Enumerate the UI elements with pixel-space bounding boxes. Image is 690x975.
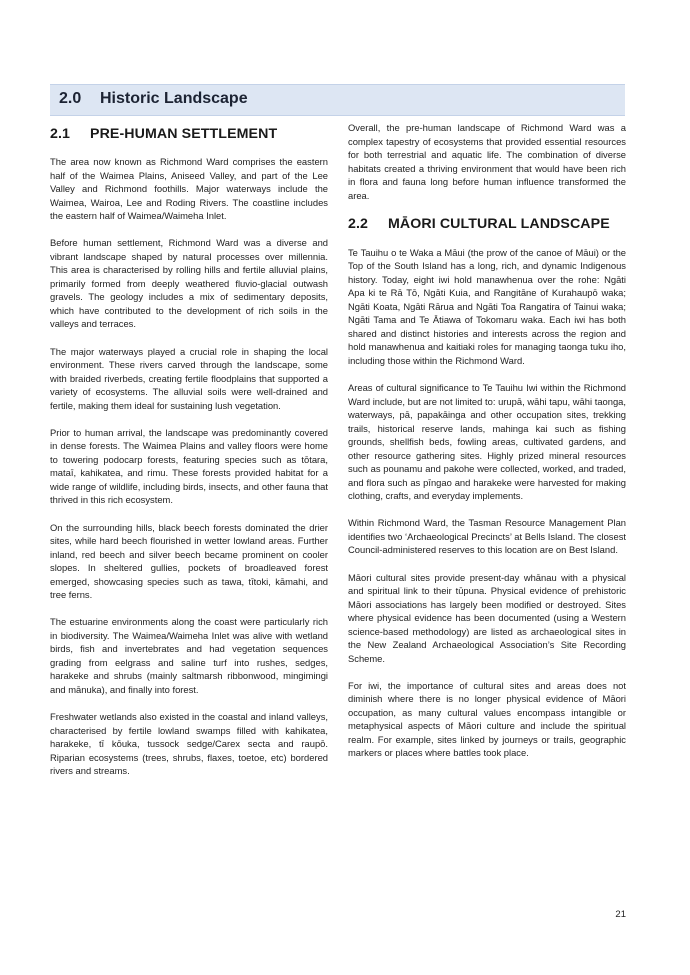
- heading-number: 2.1: [50, 126, 71, 142]
- paragraph: The estuarine environments along the coast were particularly rich in biodiversity. The Waimea/Waimeha Inlet was alive with wetland birds, fish and invertebrates and had vegetation sequences grading from eelgrass and saline turf into rushes, sedges, harakeke and shrubs (mainly saltmarsh ribbonwood, mingimingi and mānuka), and finally into forest.: [50, 616, 328, 695]
- paragraph: Before human settlement, Richmond Ward was a diverse and vibrant landscape shaped by natural processes over millennia. This area is characterised by rolling hills and fertile alluvial plains, primarily formed from deeply weathered fluvio-glacial outwash gravels. The geology includes a mix of sedimentary deposits, which have contributed to the development of rich soils in the valleys and terraces.: [50, 237, 328, 330]
- section-number: 2.0: [59, 90, 82, 107]
- heading-number: 2.2: [348, 215, 369, 232]
- left-column: [50, 122, 328, 792]
- paragraph: Freshwater wetlands also existed in the coastal and inland valleys, characterised by fertile lowland swamps filled with kahikatea, harakeke, tī kōuka, tussock sedge/Carex secta and raupō. Riparian ecosystems (trees, shrubs, flaxes, toetoe, etc) bordered rivers and streams.: [50, 711, 328, 777]
- right-column: [348, 121, 626, 774]
- paragraph: The area now known as Richmond Ward comprises the eastern half of the Waimea Plains, Aniseed Valley, and part of the Lee Valley and Richmond foothills. Major waterways include the Waimea, Wairoa, Lee and Roding Rivers. The coastline includes the eastern half of Waimea/Waimeha Inlet.: [50, 156, 328, 221]
- heading-pre-human-settlement: [50, 126, 328, 142]
- paragraph: Māori cultural sites provide present-day whānau with a physical and spiritual link to their tūpuna. Physical evidence of prehistoric Māori associations has largely been modified or destroyed. Sites where physical evidence has been documented (using a Western science-based methodology) are listed as archaeological sites in the New Zealand Archaeological Association’s Site Recording Scheme.: [348, 571, 626, 664]
- paragraph: On the surrounding hills, black beech forests dominated the drier sites, while hard beech flourished in wetter lowland areas. Further inland, red beech and silver beech became prominent on cooler slopes. In sheltered gullies, pockets of broadleaved forest emerged, showcasing species such as tawa, tītoki, kāmahi, and tree ferns.: [50, 521, 328, 601]
- page-number: 21: [615, 909, 626, 920]
- section-banner: [50, 84, 625, 116]
- heading-title: PRE-HUMAN SETTLEMENT: [90, 126, 278, 142]
- heading-title: MĀORI CULTURAL LANDSCAPE: [388, 215, 610, 232]
- section-title: Historic Landscape: [100, 90, 248, 107]
- paragraph: The major waterways played a crucial role in shaping the local environment. These rivers carved through the landscape, some with braided riverbeds, creating fertile floodplains that supported a variety of ecosystems. The alluvial soils were well-drained and fertile, making them ideal for sustaining lush vegetation.: [50, 345, 328, 411]
- paragraph: For iwi, the importance of cultural sites and areas does not diminish where there is no longer physical evidence of Māori occupation, as many cultural values encompass intangible or metaphysical aspects of Māori culture and include the spiritual realm. For example, sites linked by journeys or trails, geographic markers or places where battles took place.: [348, 679, 626, 759]
- paragraph: Areas of cultural significance to Te Tauihu Iwi within the Richmond Ward include, but are not limited to: urupā, wāhi tapu, wāhi taonga, waterways, pā, papakāinga and other occupation sites, trekking trails, historical reserve lands, mahinga kai such as fishing grounds, shellfish beds, fowling areas, cultivated gardens, and other resource gathering sites. Highly prized mineral resources such as pounamu and pakohe were collected, worked, and traded, and flora such as pīngao and harakeke were harvested for making clothing, crafts, and everyday implements.: [348, 382, 626, 502]
- paragraph: Prior to human arrival, the landscape was predominantly covered in dense forests. The Waimea Plains and valley floors were home to towering podocarp forests, featuring species such as tōtara, mataī, kahikatea, and rimu. These forests provided habitat for a wide range of wildlife, including birds, insects, and other fauna that thrived in this rich ecosystem.: [50, 426, 328, 506]
- heading-maori-cultural-landscape: [348, 216, 626, 232]
- paragraph: Within Richmond Ward, the Tasman Resource Management Plan identifies two ‘Archaeological Precincts’ at Bells Island. The closest Council-administered reserves to this location are on Best Island.: [348, 517, 626, 556]
- paragraph: Te Tauihu o te Waka a Māui (the prow of the canoe of Māui) or the Top of the South Island has a long, rich, and dynamic Indigenous history. Today, eight iwi hold manawhenua over the rohe: Ngāti Apa ki te Rā Tō, Ngāti Kuia, and Rangitāne of Kurahaupō waka; Ngāti Koata, Ngāti Rārua and Ngāti Toa Rangatira of Tainui waka; Ngāti Tama and Te Ātiawa of Tokomaru waka. Each iwi has both shared and distinct histories and interests across the region and hold manawhenua and kaitiaki roles for managing taonga tuku iho, including those within the Richmond Ward.: [348, 246, 626, 366]
- paragraph: Overall, the pre-human landscape of Richmond Ward was a complex tapestry of ecosystems that provided essential resources for both terrestrial and aquatic life. The combination of diverse habitats created a thriving environment that would have been rich in flora and fauna long before human influence transformed the area.: [348, 122, 626, 201]
